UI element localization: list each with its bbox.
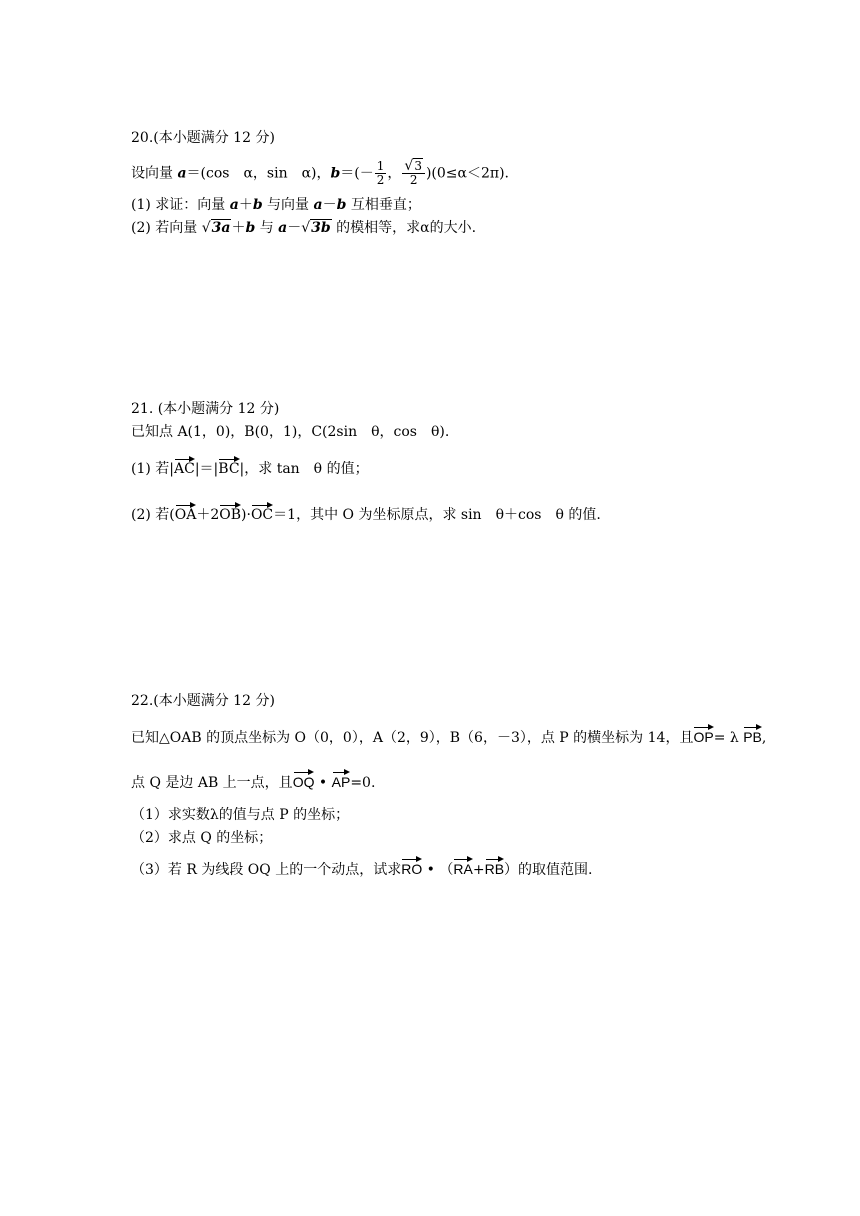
vector-ac: AC bbox=[174, 461, 195, 477]
q22-header: 22.(本小题满分 12 分) bbox=[131, 693, 275, 709]
vector-oa: OA bbox=[174, 507, 197, 523]
vector-ob: OB bbox=[219, 507, 242, 523]
vector-bc: BC bbox=[218, 461, 240, 477]
q22-part2: （2）求点 Q 的坐标； bbox=[131, 830, 273, 846]
fraction-one-half: $\frac{1}{2}$ bbox=[376, 159, 385, 187]
q20-part1: (1) 求证：向量 a＋b 与向量 a－b 互相垂直； bbox=[131, 197, 421, 213]
q21-header: 21. (本小题满分 12 分) bbox=[131, 401, 280, 417]
vector-ro: RO bbox=[401, 861, 423, 877]
vector-rb: RB bbox=[484, 861, 505, 877]
q22-intro: 已知△OAB 的顶点坐标为 O（0，0），A（2，9），B（6，－3），点 P 的横坐标为 14，且OP= λ PB, bbox=[131, 729, 767, 746]
q22-part3: （3）若 R 为线段 OQ 上的一个动点，试求RO • （RA+RB）的取值范围. bbox=[131, 861, 593, 878]
vector-oc: OC bbox=[250, 507, 274, 523]
q20-part2: (2) 若向量 √3a＋b 与 a－√3b 的模相等，求α的大小. bbox=[131, 220, 477, 236]
vector-op: OP bbox=[693, 729, 714, 745]
q22-part1: （1）求实数λ的值与点 P 的坐标； bbox=[131, 807, 350, 823]
q20-intro: 设向量 a＝(cos α，sin α)，b＝(－ $\frac{1}{2}$ ， $\frac{√3}{2}$ )(0≤α＜2π). bbox=[131, 158, 510, 187]
vector-pb: PB bbox=[743, 729, 762, 745]
q21-part1: (1) 若|AC|＝|BC|，求 tan θ 的值； bbox=[131, 461, 369, 477]
q21-part2: (2) 若(OA＋2OB)·OC＝1，其中 O 为坐标原点，求 sin θ＋cos θ 的值. bbox=[131, 507, 601, 523]
vector-ap: AP bbox=[331, 774, 351, 790]
fraction-sqrt3-half: $\frac{√3}{2}$ bbox=[402, 160, 425, 187]
vector-ra: RA bbox=[453, 861, 473, 877]
q21-intro: 已知点 A(1，0)，B(0，1)，C(2sin θ，cos θ). bbox=[131, 424, 450, 440]
vector-oq: OQ bbox=[292, 774, 315, 790]
q22-line2: 点 Q 是边 AB 上一点，且OQ • AP=0. bbox=[131, 774, 376, 791]
q20-header: 20.(本小题满分 12 分) bbox=[131, 130, 275, 146]
